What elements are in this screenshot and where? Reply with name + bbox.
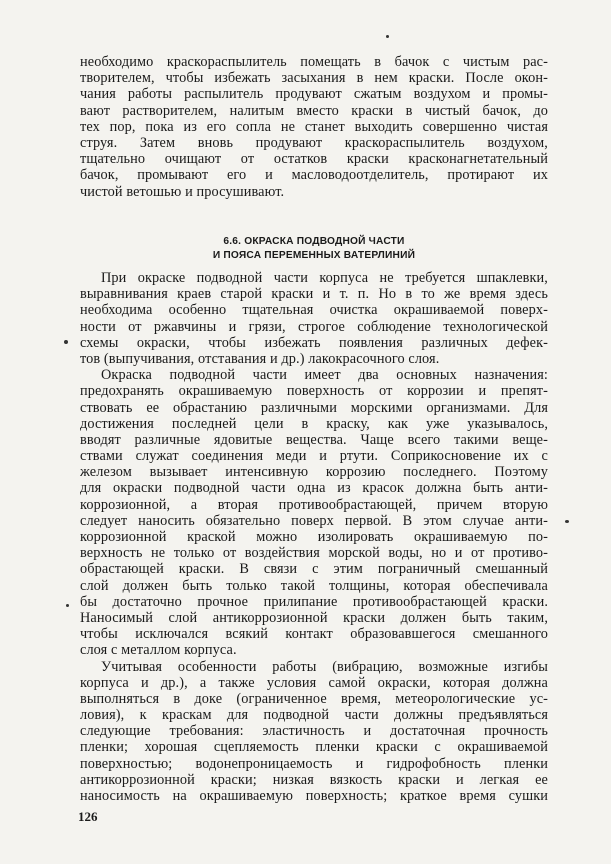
paragraph [80,659,548,805]
text-line: чтобы исключался всякий контакт образовавшегося смешанного [80,626,548,643]
text-line: чистой ветошью и просушивают. [80,183,285,200]
text-line: следующие требования: эластичность и достаточная прочность [80,723,548,740]
text-line: Учитывая особенности работы (вибрацию, возможные изгибы [101,658,548,675]
scan-speck [565,520,569,523]
text-line: ловия), к краскам для подводной части должны предъявляться [80,707,548,724]
section-body [80,270,548,804]
text-line: творителем, чтобы избежать засыхания в нем краски. После окон- [80,70,548,87]
text-line: следует наносить обязательно поверх первой. В этом случае анти- [80,512,548,529]
section-heading-line: 6.6. ОКРАСКА ПОДВОДНОЙ ЧАСТИ [223,236,405,247]
text-line: железом вызывает интенсивную коррозию последнего. Поэтому [80,464,548,481]
text-line: выравнивания краев старой краски и т. п. Но в то же время здесь [80,286,548,303]
text-line: верхность не только от воздействия морской воды, но и от противо- [80,545,548,562]
text-line: пленки; хорошая сцепляемость пленки краски с окрашиваемой [80,739,548,756]
text-line: бы достаточно прочное прилипание противообрастающей краски. [80,593,548,610]
text-line: тов (выпучивания, отставания и др.) лакокрасочного слоя. [80,350,440,367]
text-line: тщательно очищают от остатков краски красконагнетательный [80,151,548,168]
text-line: струя. Затем вновь продувают краскораспылитель воздухом, [80,134,548,151]
section-heading [80,235,548,263]
text-line: необходимо краскораспылитель помещать в бачок с чистым рас- [80,54,548,70]
text-line: ствовать ее обрастанию различными морскими организмами. Для [80,399,548,416]
text-line: чания работы распылитель продувают сжатым воздухом и промы- [80,86,548,103]
text-line: схемы окраски, чтобы избежать появления различных дефек- [80,334,548,351]
scan-speck [66,604,69,607]
text-line: предохранять окрашиваемую поверхность от коррозии и препят- [80,383,548,400]
text-line: тех пор, пока из его сопла не станет выходить совершенно чистая [80,118,548,135]
text-line: корпуса и др.), а также условия самой окраски, которая должна [80,674,548,691]
text-line: Окраска подводной части имеет два основных назначения: [101,367,548,384]
text-line: ности от ржавчины и грязи, строгое соблюдение технологической [80,318,548,335]
text-line: поверхностью; водонепроницаемость и гидрофобность пленки [80,755,548,772]
paragraph [80,270,548,367]
text-line: для окраски подводной части одна из красок должна быть анти- [80,480,548,497]
text-line: Наносимый слой антикоррозионной краски должен быть таким, [80,609,548,626]
text-line: слоя с металлом корпуса. [80,642,237,659]
text-line: достижения последней цели в краску, как уже указывалось, [80,415,548,432]
scan-speck [386,35,389,38]
intro-paragraph [80,54,548,200]
text-line: ствами служат соединения меди и ртути. Соприкосновение их с [80,448,548,465]
text-line: вводят различные ядовитые вещества. Чаще всего такими веще- [80,431,548,448]
paragraph [80,367,548,658]
text-line: выполняться в доке (ограниченное время, метеорологические ус- [80,690,548,707]
scan-speck [64,340,68,344]
text-line: слой должен быть только такой толщины, которая обеспечивала [80,577,548,594]
text-line: коррозионной, а вторая противообрастающей, причем вторую [80,496,548,513]
text-line: необходима особенно тщательная очистка окрашиваемой поверх- [80,302,548,319]
text-line: коррозионной краской можно изолировать окрашиваемую по- [80,529,548,545]
text-line: наносимость на окрашиваемую поверхность; краткое время сушки [80,788,548,804]
section-heading-line: И ПОЯСА ПЕРЕМЕННЫХ ВАТЕРЛИНИЙ [212,250,416,261]
text-line: обрастающей краски. В связи с этим пограничный смешанный [80,561,548,578]
text-line: бачок, промывают его и масловодоотделитель, протирают их [80,167,548,184]
page-number: 126 [78,809,98,824]
text-line: При окраске подводной части корпуса не требуется шпаклевки, [101,270,548,286]
text-line: вают растворителем, налитым вместо краски в чистый бачок, до [80,102,548,119]
text-line: антикоррозионной краски; низкая вязкость краски и легкая ее [80,771,548,788]
